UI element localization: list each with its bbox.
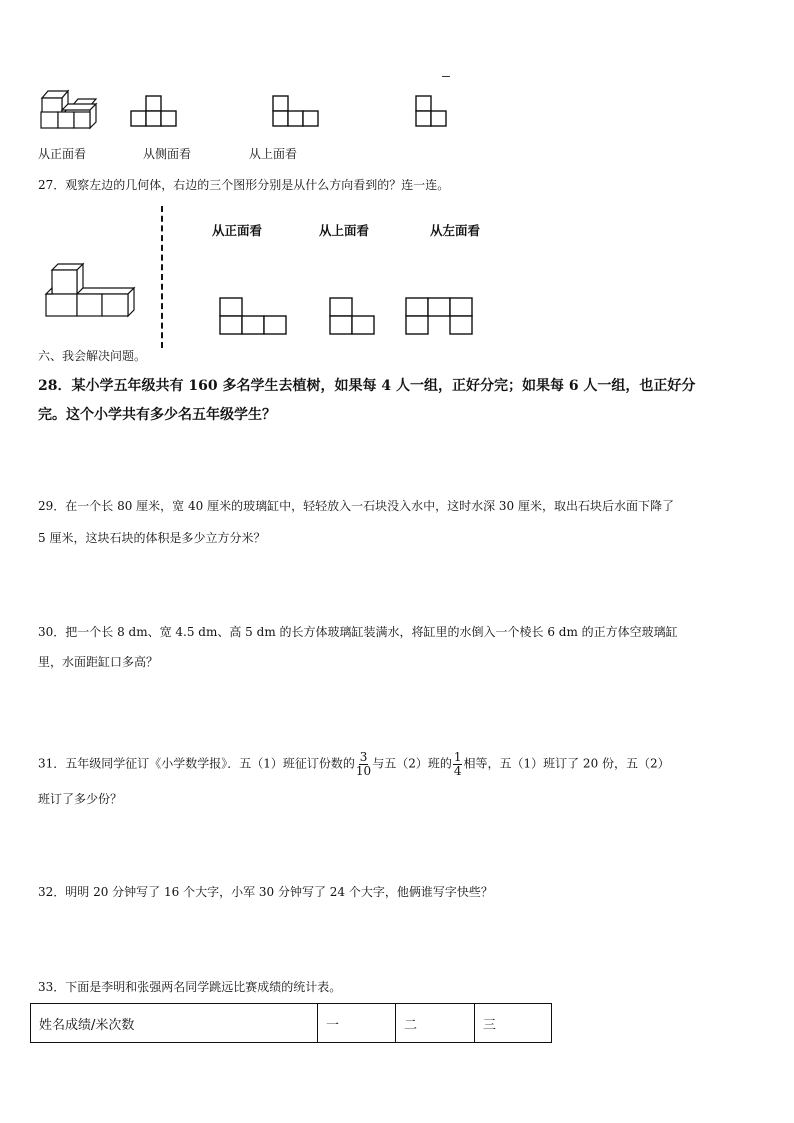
question-29-line-1: 29．在一个长 80 厘米，宽 40 厘米的玻璃缸中，轻轻放入一石块没入水中，这时水深 30 厘米，取出石块后水面下降了	[38, 499, 674, 513]
fraction-three-tenths	[356, 751, 371, 777]
isometric-cube-figure-top	[38, 86, 100, 130]
dashed-divider	[161, 206, 163, 348]
view-shape-1	[219, 296, 289, 336]
fraction-1-denominator: 10	[355, 763, 372, 778]
fraction-2-numerator: 1	[453, 750, 462, 764]
view-shape-3	[405, 296, 475, 336]
question-27: 27．观察左边的几何体，右边的三个图形分别是从什么方向看到的？连一连。	[38, 178, 450, 192]
table-header-cell-name: 姓名成绩/米次数	[31, 1004, 318, 1043]
question-32: 32．明明 20 分钟写了 16 个大字，小军 30 分钟写了 24 个大字，他俩谁写字快些？	[38, 885, 493, 899]
header-from-left: 从左面看	[430, 223, 481, 238]
question-29-line-2: 5 厘米，这块石块的体积是多少立方分米？	[38, 531, 266, 545]
question-31-line-2: 班订了多少份？	[38, 792, 123, 806]
question-28-line-1: 28．某小学五年级共有 160 多名学生去植树，如果每 4 人一组，正好分完；如果每 6 人一组，也正好分	[38, 378, 696, 394]
long-jump-stats-table	[30, 1003, 552, 1043]
question-33: 33．下面是李明和张强两名同学跳远比赛成绩的统计表。	[38, 980, 342, 994]
isometric-cube-figure-q27	[42, 262, 138, 318]
header-from-top: 从上面看	[319, 223, 370, 238]
question-30-line-2: 里，水面距缸口多高？	[38, 655, 159, 669]
fraction-2-denominator: 4	[453, 763, 462, 778]
section-6-heading: 六、我会解决问题。	[38, 349, 147, 363]
label-from-top: 从上面看	[249, 147, 298, 161]
question-31-line-1	[38, 751, 670, 777]
table-header-cell-2: 二	[396, 1004, 475, 1043]
view-shape-2	[329, 296, 377, 336]
fraction-one-quarter	[453, 751, 463, 777]
label-from-side: 从侧面看	[143, 147, 192, 161]
table-header-cell-1: 一	[318, 1004, 396, 1043]
fraction-1-numerator: 3	[359, 750, 368, 764]
table-header-cell-3: 三	[475, 1004, 552, 1043]
question-28-line-2: 完。这个小学共有多少名五年级学生？	[38, 407, 276, 423]
question-31-text-part-3: 相等，五（1）班订了 20 份，五（2）	[463, 756, 670, 771]
question-31-text-part-2: 与五（2）班的	[372, 756, 452, 771]
side-view-shape-top	[415, 94, 449, 130]
question-30-line-1: 30．把一个长 8 dm、宽 4.5 dm、高 5 dm 的长方体玻璃缸装满水，将缸里的水倒入一个棱长 6 dm 的正方体空玻璃缸	[38, 625, 678, 639]
question-31-text-part-1: 31．五年级同学征订《小学数学报》．五（1）班征订份数的	[38, 756, 355, 771]
table-header-row	[31, 1004, 552, 1043]
header-from-front: 从正面看	[212, 223, 263, 238]
front-view-shape-top	[130, 94, 178, 130]
top-view-shape-top	[272, 94, 320, 130]
dash-mark	[442, 76, 450, 77]
label-from-front: 从正面看	[38, 147, 87, 161]
